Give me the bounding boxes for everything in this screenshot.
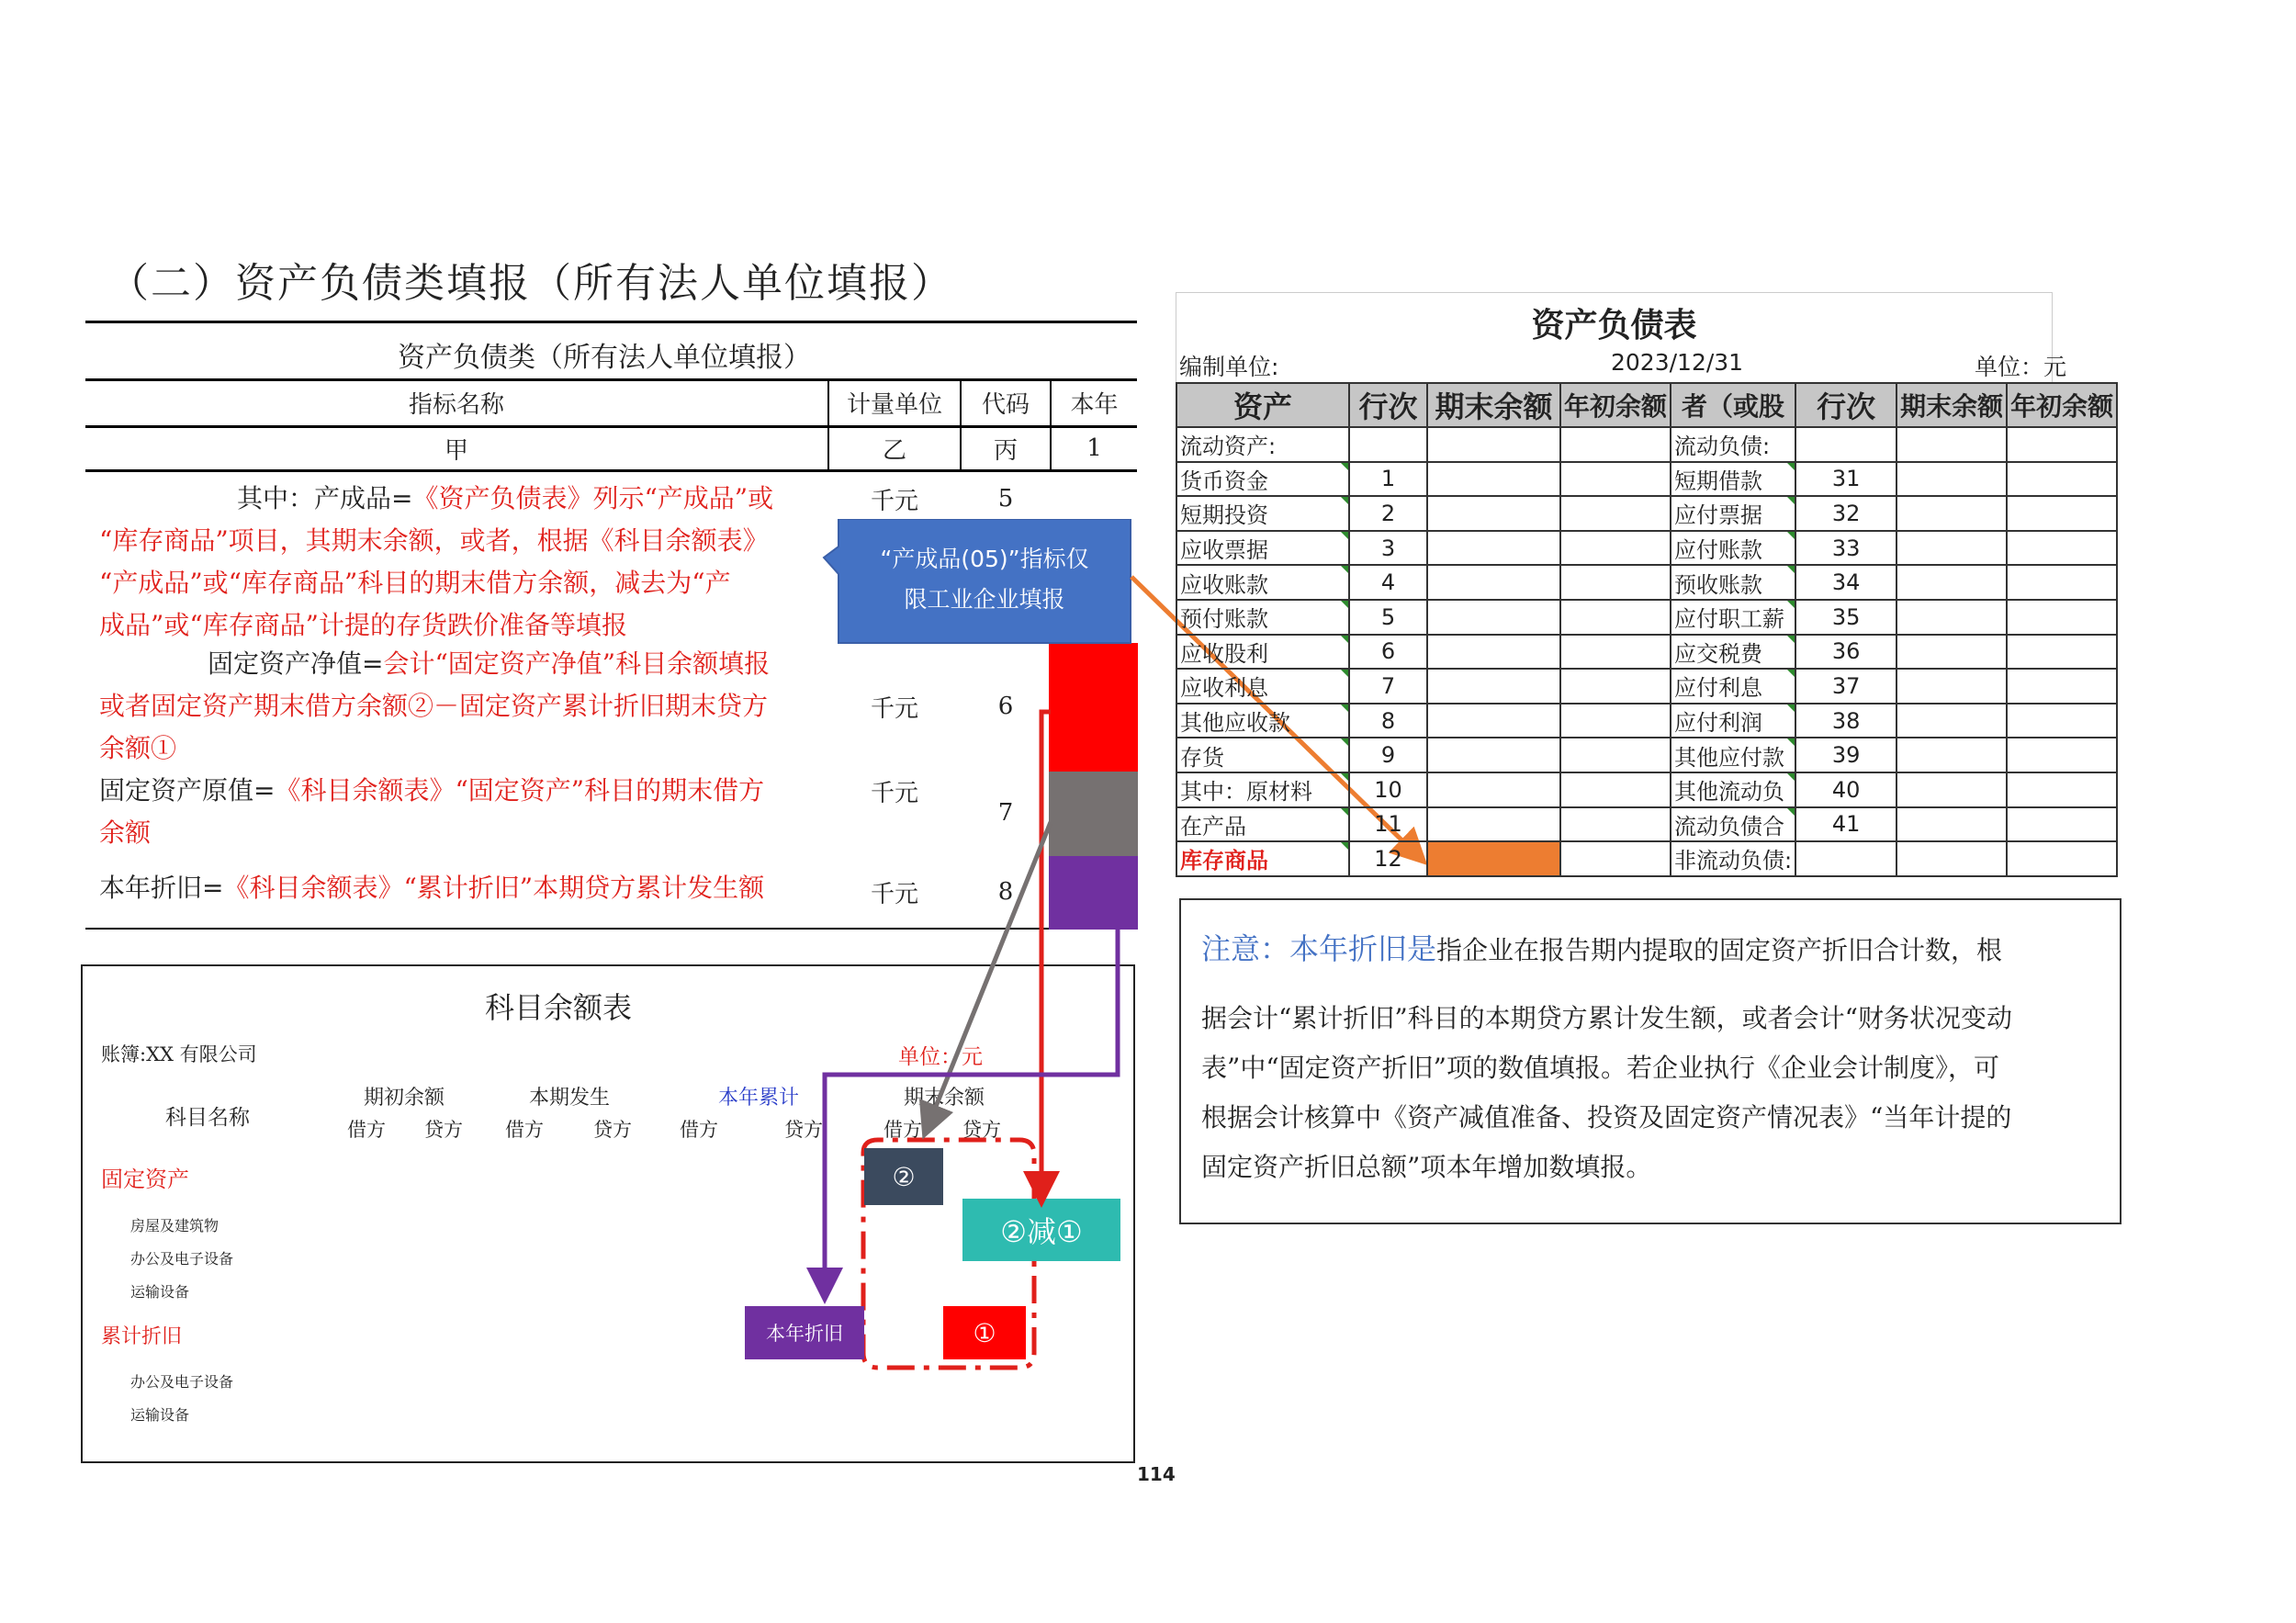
- balance-sheet-date: 2023/12/31: [1611, 349, 1744, 376]
- ledger-title: 科目余额表: [484, 990, 632, 1025]
- bs-header: 年初余额: [1560, 383, 1671, 427]
- bs-liability-opening: [2007, 738, 2117, 772]
- row-finished-goods-unit: 千元: [870, 487, 918, 515]
- ledger-unit: 单位：元: [898, 1045, 983, 1069]
- bs-asset-opening: [1560, 635, 1671, 670]
- bs-asset-line-no: 2: [1349, 496, 1427, 531]
- bs-liability-name: 应付利息: [1671, 669, 1795, 704]
- bs-asset-line-no: 10: [1349, 772, 1427, 807]
- bs-liability-closing: [1896, 531, 2007, 566]
- tag-annual-depreciation: 本年折旧: [745, 1306, 864, 1359]
- ledger-cat-fixed-assets: 固定资产: [101, 1167, 189, 1192]
- ledger-debit: 借方: [680, 1119, 718, 1141]
- bs-header: 行次: [1349, 383, 1427, 427]
- balance-sheet-header-row: [1176, 383, 2117, 427]
- bs-asset-closing: [1427, 600, 1560, 635]
- row-original-fixed-assets-line: 《科目余额表》“固定资产”科目的期末借方: [275, 775, 765, 806]
- bs-liability-name: 短期借款: [1671, 462, 1795, 497]
- row-finished-goods-line: “产成品”或“库存商品”科目的期末借方余额，减去为“产: [99, 568, 731, 598]
- bs-liability-closing: [1896, 600, 2007, 635]
- bs-asset-closing: [1427, 531, 1560, 566]
- bs-liability-opening: [2007, 704, 2117, 738]
- bs-asset-line-no: 8: [1349, 704, 1427, 738]
- balance-sheet-row: [1176, 427, 2117, 462]
- bs-liability-closing: [1896, 635, 2007, 670]
- depreciation-note-text: [1201, 924, 2110, 1192]
- bs-liability-closing: [1896, 669, 2007, 704]
- bs-liability-opening: [2007, 531, 2117, 566]
- bs-asset-opening: [1560, 807, 1671, 842]
- bs-liability-closing: [1896, 496, 2007, 531]
- bs-liability-name: 应交税费: [1671, 635, 1795, 670]
- bs-liability-closing: [1896, 704, 2007, 738]
- bs-liability-name: 其他流动负: [1671, 772, 1795, 807]
- note-line: 表”中“固定资产折旧”项的数值填报。若企业执行《企业会计制度》，可: [1201, 1053, 1999, 1083]
- balance-sheet-row: [1176, 531, 2117, 566]
- row-depreciation-line: 《科目余额表》“累计折旧”本期贷方累计发生额: [223, 873, 765, 903]
- bs-asset-closing: [1427, 496, 1560, 531]
- bs-asset-opening: [1560, 427, 1671, 462]
- bs-asset-line-no: 11: [1349, 807, 1427, 842]
- subheader-1: 1: [1086, 434, 1102, 462]
- bs-asset-line-no: 4: [1349, 565, 1427, 600]
- bs-asset-closing: [1427, 669, 1560, 704]
- bs-liability-name: 流动负债:: [1671, 427, 1795, 462]
- balance-sheet-row: [1176, 738, 2117, 772]
- bs-asset-line-no: 1: [1349, 462, 1427, 497]
- bs-asset-line-no: 5: [1349, 600, 1427, 635]
- row-finished-goods-line: “库存商品”项目，其期末余额，或者，根据《科目余额表》: [99, 525, 769, 556]
- ledger-item: 运输设备: [130, 1283, 190, 1301]
- header-code: 代码: [981, 390, 1030, 419]
- ledger-group-closing: 期末余额: [904, 1087, 985, 1110]
- note-line: 指企业在报告期内提取的固定资产折旧合计数，根: [1436, 935, 2003, 965]
- bs-liability-name: 应付职工薪: [1671, 600, 1795, 635]
- bs-liability-name: 应付票据: [1671, 496, 1795, 531]
- bs-liability-opening: [2007, 496, 2117, 531]
- balance-sheet-table: [1176, 382, 2118, 877]
- bs-asset-line-no: 9: [1349, 738, 1427, 772]
- bs-liability-line-no: 35: [1795, 600, 1896, 635]
- bs-liability-name: 应付账款: [1671, 531, 1795, 566]
- bs-asset-line-no: [1349, 427, 1427, 462]
- bs-liability-opening: [2007, 427, 2117, 462]
- row-finished-goods-line: 成品”或“库存商品”计提的存货跌价准备等填报: [99, 610, 627, 640]
- bs-asset-name: 应收股利: [1176, 635, 1349, 670]
- bs-liability-line-no: 38: [1795, 704, 1896, 738]
- callout-line-2: 限工业企业填报: [904, 586, 1065, 613]
- bs-asset-opening: [1560, 772, 1671, 807]
- bs-liability-closing: [1896, 565, 2007, 600]
- bs-asset-name: 货币资金: [1176, 462, 1349, 497]
- subheader-b: 乙: [882, 436, 906, 465]
- bs-asset-closing: [1427, 635, 1560, 670]
- bs-asset-opening: [1560, 738, 1671, 772]
- balance-sheet-row: [1176, 635, 2117, 670]
- bs-asset-line-no: 7: [1349, 669, 1427, 704]
- row-net-fixed-assets-code: 6: [997, 693, 1014, 720]
- subheader-c: 丙: [993, 436, 1018, 465]
- bs-liability-name: 预收账款: [1671, 565, 1795, 600]
- bs-liability-closing: [1896, 772, 2007, 807]
- bs-liability-opening: [2007, 635, 2117, 670]
- row-net-fixed-assets-line: 或者固定资产期末借方余额②－固定资产累计折旧期末贷方: [99, 691, 769, 721]
- bs-liability-closing: [1896, 427, 2007, 462]
- bs-asset-opening: [1560, 565, 1671, 600]
- section-title: （二）资产负债类填报（所有法人单位填报）: [108, 260, 953, 307]
- row-net-fixed-assets-prefix: 固定资产净值=: [208, 648, 384, 679]
- bs-asset-name: 应收账款: [1176, 565, 1349, 600]
- bs-liability-name: 应付利润: [1671, 704, 1795, 738]
- bs-header: 资产: [1176, 383, 1349, 427]
- bs-asset-name: 预付账款: [1176, 600, 1349, 635]
- bs-asset-name: 应收票据: [1176, 531, 1349, 566]
- balance-sheet-row: [1176, 565, 2117, 600]
- bs-liability-closing: [1896, 807, 2007, 842]
- balance-sheet-row: [1176, 841, 2117, 876]
- row-finished-goods-code: 5: [997, 485, 1014, 513]
- bs-asset-line-no: 12: [1349, 841, 1427, 876]
- bs-liability-line-no: 39: [1795, 738, 1896, 772]
- bs-liability-line-no: 34: [1795, 565, 1896, 600]
- row-depreciation-code: 8: [997, 878, 1014, 906]
- ledger-item: 运输设备: [130, 1406, 190, 1424]
- bs-liability-opening: [2007, 600, 2117, 635]
- bs-liability-opening: [2007, 565, 2117, 600]
- bs-liability-closing: [1896, 462, 2007, 497]
- row-finished-goods-line: 《资产负债表》列示“产成品”或: [412, 483, 774, 513]
- ledger-credit: 贷方: [962, 1119, 1001, 1141]
- tag-credit-balance: ①: [943, 1306, 1026, 1359]
- ledger-debit: 借方: [505, 1119, 544, 1141]
- header-indicator-name: 指标名称: [408, 390, 504, 419]
- bs-liability-closing: [1896, 841, 2007, 876]
- row-original-fixed-assets-unit: 千元: [870, 779, 918, 807]
- ledger-group-period: 本期发生: [529, 1087, 611, 1110]
- note-lead: 注意：本年折旧是: [1201, 931, 1437, 966]
- bs-asset-opening: [1560, 600, 1671, 635]
- note-line: 根据会计核算中《资产减值准备、投资及固定资产情况表》“当年计提的: [1201, 1102, 2012, 1133]
- balance-sheet-row: [1176, 772, 2117, 807]
- ledger-credit: 贷方: [784, 1119, 823, 1141]
- balance-sheet-title: 资产负债表: [1531, 307, 1697, 344]
- bs-asset-name: 流动资产:: [1176, 427, 1349, 462]
- bs-liability-opening: [2007, 772, 2117, 807]
- bs-asset-name: 其他应收款: [1176, 704, 1349, 738]
- balance-sheet-row: [1176, 600, 2117, 635]
- bs-liability-line-no: 31: [1795, 462, 1896, 497]
- balance-sheet-prepared-by: 编制单位:: [1179, 354, 1279, 380]
- bs-asset-opening: [1560, 841, 1671, 876]
- bs-asset-closing: [1427, 738, 1560, 772]
- bs-asset-closing: [1427, 565, 1560, 600]
- bs-liability-opening: [2007, 807, 2117, 842]
- bs-asset-closing: [1427, 807, 1560, 842]
- ledger-credit: 贷方: [424, 1119, 463, 1141]
- row-net-fixed-assets-line: 会计“固定资产净值”科目余额填报: [383, 648, 771, 679]
- ledger-col-subject: 科目名称: [165, 1106, 250, 1130]
- ledger-group-opening: 期初余额: [364, 1087, 445, 1110]
- header-current-year: 本年: [1070, 390, 1119, 419]
- bs-asset-name: 在产品: [1176, 807, 1349, 842]
- note-line: 据会计“累计折旧”科目的本期贷方累计发生额，或者会计“财务状况变动: [1201, 1003, 2012, 1033]
- bs-asset-closing: [1427, 772, 1560, 807]
- bs-asset-name: 存货: [1176, 738, 1349, 772]
- tag-debit-balance: ②: [864, 1148, 943, 1205]
- row-original-fixed-assets-prefix: 固定资产原值=: [99, 775, 276, 806]
- bs-liability-name: 流动负债合: [1671, 807, 1795, 842]
- bs-asset-line-no: 3: [1349, 531, 1427, 566]
- bs-header: 者（或股: [1671, 383, 1795, 427]
- ledger-item: 办公及电子设备: [130, 1250, 234, 1268]
- callout-line-1: “产成品(05)”指标仅: [880, 546, 1089, 572]
- row-finished-goods-prefix: 其中：产成品=: [237, 483, 413, 513]
- ledger-item: 办公及电子设备: [130, 1373, 234, 1391]
- row-original-fixed-assets-code: 7: [997, 799, 1014, 827]
- bs-header: 期末余额: [1896, 383, 2007, 427]
- bs-asset-name: 应收利息: [1176, 669, 1349, 704]
- balance-sheet-row: [1176, 807, 2117, 842]
- bs-liability-line-no: 33: [1795, 531, 1896, 566]
- ledger-company: 账簿:XX 有限公司: [101, 1043, 257, 1065]
- bs-header: 年初余额: [2007, 383, 2117, 427]
- bs-asset-closing: [1427, 462, 1560, 497]
- subheader-a: 甲: [444, 436, 468, 465]
- bs-liability-line-no: [1795, 841, 1896, 876]
- bs-header: 行次: [1795, 383, 1896, 427]
- ledger-group-ytd: 本年累计: [718, 1087, 800, 1110]
- balance-sheet-unit: 单位：元: [1975, 354, 2067, 380]
- note-line: 固定资产折旧总额”项本年增加数填报。: [1201, 1152, 1652, 1182]
- ledger-cat-accum-depr: 累计折旧: [101, 1325, 183, 1348]
- bs-liability-line-no: 41: [1795, 807, 1896, 842]
- ledger-debit: 借方: [347, 1119, 386, 1141]
- bs-liability-name: 非流动负债:: [1671, 841, 1795, 876]
- bs-asset-name: 短期投资: [1176, 496, 1349, 531]
- row-depreciation-prefix: 本年折旧=: [99, 873, 224, 903]
- indicator-table-caption: 资产负债类（所有法人单位填报）: [398, 342, 811, 374]
- bs-liability-name: 其他应付款: [1671, 738, 1795, 772]
- row-original-fixed-assets-line: 余额: [99, 817, 152, 848]
- page-number: 114: [1137, 1463, 1176, 1485]
- bs-asset-name: 其中：原材料: [1176, 772, 1349, 807]
- balance-sheet-row: [1176, 704, 2117, 738]
- bs-asset-opening: [1560, 496, 1671, 531]
- bs-asset-closing: [1427, 704, 1560, 738]
- row-net-fixed-assets-line: 余额①: [99, 733, 177, 763]
- bs-asset-opening: [1560, 669, 1671, 704]
- tag-net-difference: ②减①: [962, 1199, 1120, 1261]
- header-unit: 计量单位: [846, 390, 942, 419]
- bs-liability-line-no: 32: [1795, 496, 1896, 531]
- bs-header: 期末余额: [1427, 383, 1560, 427]
- bs-asset-closing: [1427, 841, 1560, 876]
- ledger-credit: 贷方: [593, 1119, 632, 1141]
- bs-liability-line-no: 40: [1795, 772, 1896, 807]
- bs-liability-opening: [2007, 841, 2117, 876]
- balance-sheet-row: [1176, 669, 2117, 704]
- row-depreciation-unit: 千元: [870, 880, 918, 908]
- row-net-fixed-assets-unit: 千元: [870, 694, 918, 723]
- ledger-debit: 借方: [884, 1119, 922, 1141]
- balance-sheet-row: [1176, 496, 2117, 531]
- bs-liability-line-no: [1795, 427, 1896, 462]
- bs-asset-closing: [1427, 427, 1560, 462]
- bs-liability-closing: [1896, 738, 2007, 772]
- bs-asset-name: 库存商品: [1176, 841, 1349, 876]
- bs-liability-line-no: 36: [1795, 635, 1896, 670]
- bs-asset-opening: [1560, 462, 1671, 497]
- bs-asset-opening: [1560, 704, 1671, 738]
- ledger-item: 房屋及建筑物: [130, 1217, 219, 1234]
- bs-liability-opening: [2007, 462, 2117, 497]
- bs-liability-line-no: 37: [1795, 669, 1896, 704]
- balance-sheet-row: [1176, 462, 2117, 497]
- bs-asset-line-no: 6: [1349, 635, 1427, 670]
- bs-asset-opening: [1560, 531, 1671, 566]
- bs-liability-opening: [2007, 669, 2117, 704]
